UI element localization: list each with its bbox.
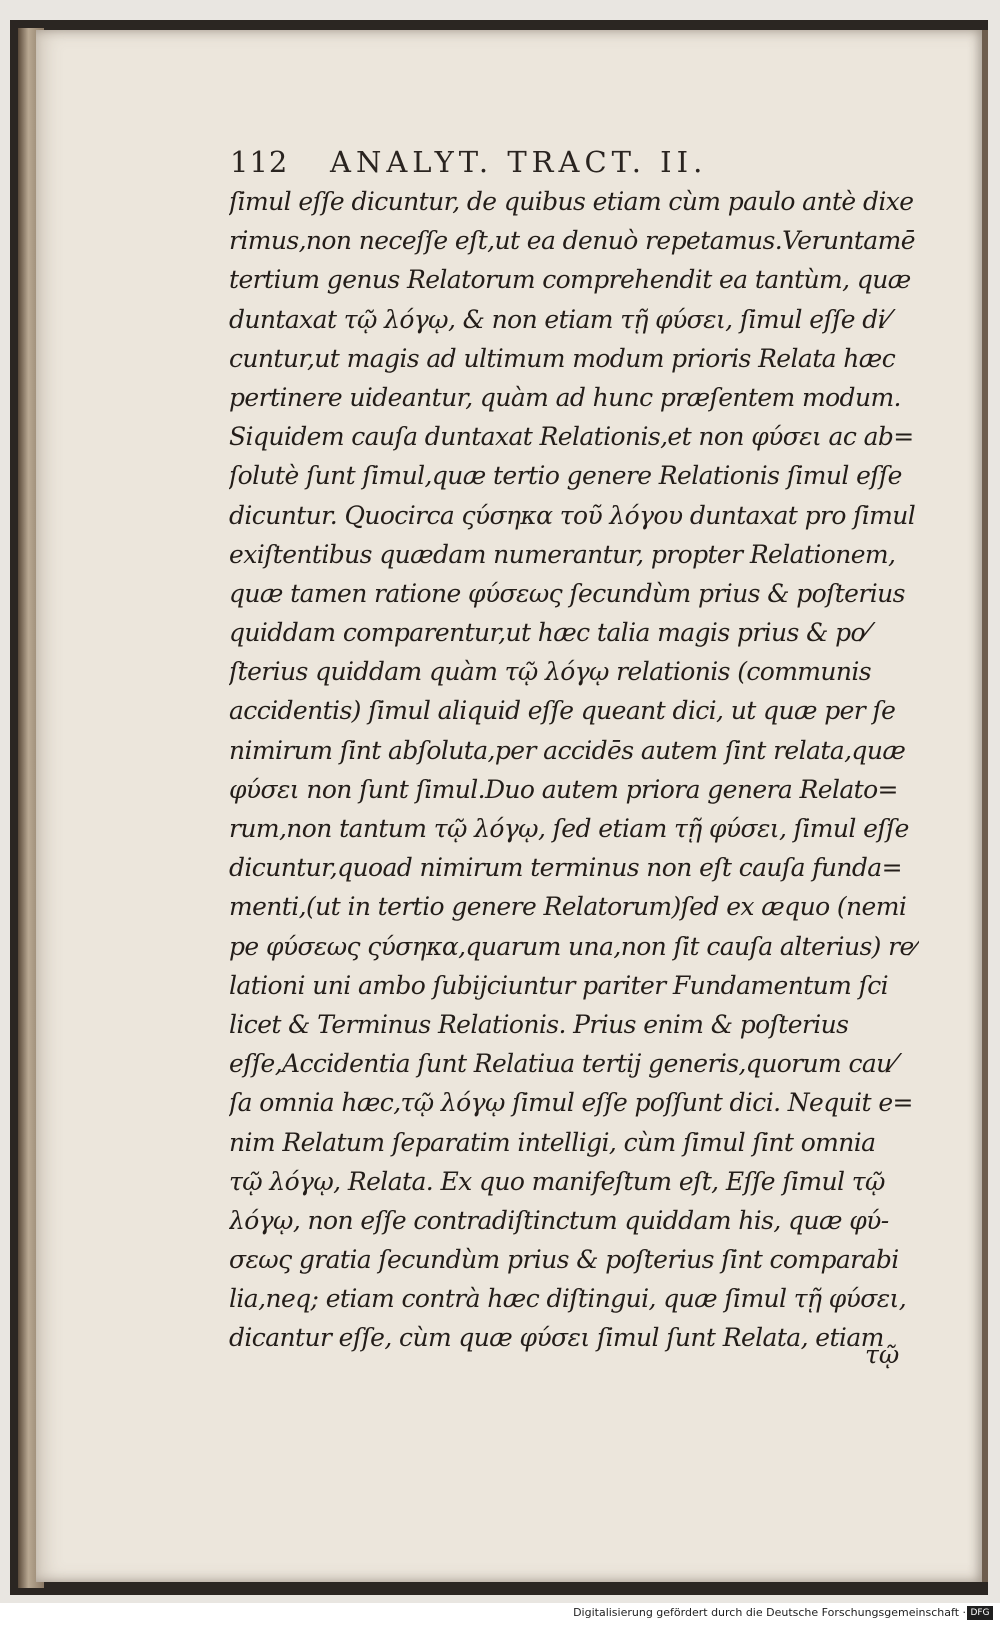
text-line: nim Relatum ſeparatim intelligi, cùm ſimul ſint omnia [229,1127,876,1157]
running-title: ANALYT. TRACT. II. [330,145,708,179]
text-line: ſolutè ſunt ſimul,quæ tertio genere Relationis ſimul eſſe [229,461,902,491]
text-line: Siquidem cauſa duntaxat Relationis,et non φύσει ac ab= [229,422,914,452]
text-line: dicuntur,quoad nimirum terminus non eſt cauſa funda= [229,853,902,883]
text-line: duntaxat τῷ λόγῳ, & non etiam τῇ φύσει, ſimul eſſe di⁄ [229,304,889,334]
text-line: φύσει non ſunt ſimul.Duo autem priora genera Relato= [229,774,898,804]
text-line: rimus,non neceſſe eſt,ut ea denuò repetamus.Veruntamē [229,226,915,256]
catchword: τῷ [865,1340,900,1369]
text-line: pe φύσεως ςύσηκα,quarum una,non ſit cauſa alterius) re⁄ [229,931,918,961]
text-line: dicuntur. Quocirca ςύσηκα τοῦ λόγου duntaxat pro ſimul [229,500,916,530]
text-line: ſimul eſſe dicuntur, de quibus etiam cùm paulo antè dixe [229,187,914,216]
body-text [229,182,919,1358]
footer-credit: Digitalisierung gefördert durch die Deutsche Forschungsgemeinschaft · [573,1606,966,1619]
text-line: nimirum ſint abſoluta,per accidēs autem ſint relata,quæ [229,735,906,765]
text-line: dicantur eſſe, cùm quæ φύσει ſimul ſunt Relata, etiam [229,1323,884,1353]
text-line: quæ tamen ratione φύσεως ſecundùm prius & poſterius [229,578,905,608]
text-line: σεως gratia ſecundùm prius & poſterius ſint comparabi [229,1245,899,1275]
text-line: licet & Terminus Relationis. Prius enim & poſterius [229,1009,849,1039]
running-head [230,145,830,179]
text-line: cuntur,ut magis ad ultimum modum prioris Relata hæc [229,343,896,373]
text-line: ſterius quiddam quàm τῷ λόγῳ relationis (communis [229,657,872,687]
text-line: eſſe,Accidentia ſunt Relatiua tertij generis,quorum cau⁄ [229,1049,896,1079]
text-line: accidentis) ſimul aliquid eſſe queant dici, ut quæ per ſe [229,696,896,726]
text-line: quiddam comparentur,ut hæc talia magis prius & po⁄ [229,618,869,648]
page-number: 112 [230,145,289,179]
text-line: ſa omnia hæc,τῷ λόγῳ ſimul eſſe poſſunt dici. Nequit e= [229,1088,913,1118]
text-line: rum,non tantum τῷ λόγῳ, ſed etiam τῇ φύσει, ſimul eſſe [229,814,909,843]
text-line: pertinere uideantur, quàm ad hunc præſentem modum. [229,382,901,412]
text-line: tertium genus Relatorum comprehendit ea tantùm, quæ [229,265,911,295]
text-line: λόγῳ, non eſſe contradiſtinctum quiddam his, quæ φύ- [229,1205,889,1235]
text-line: lia,neq; etiam contrà hæc diſtingui, quæ ſimul τῇ φύσει, [229,1284,907,1314]
text-line: menti,(ut in tertio genere Relatorum)ſed ex æquo (nemi [229,892,907,922]
page-right-edge [982,30,988,1582]
text-line: τῷ λόγῳ, Relata. Ex quo manifeſtum eſt, Eſſe ſimul τῷ [229,1166,885,1196]
text-line: exiſtentibus quædam numerantur, propter Relationem, [229,539,896,569]
text-line: lationi uni ambo ſubijciuntur pariter Fundamentum ſci [229,970,889,1000]
dfg-logo-icon: DFG [967,1606,993,1620]
